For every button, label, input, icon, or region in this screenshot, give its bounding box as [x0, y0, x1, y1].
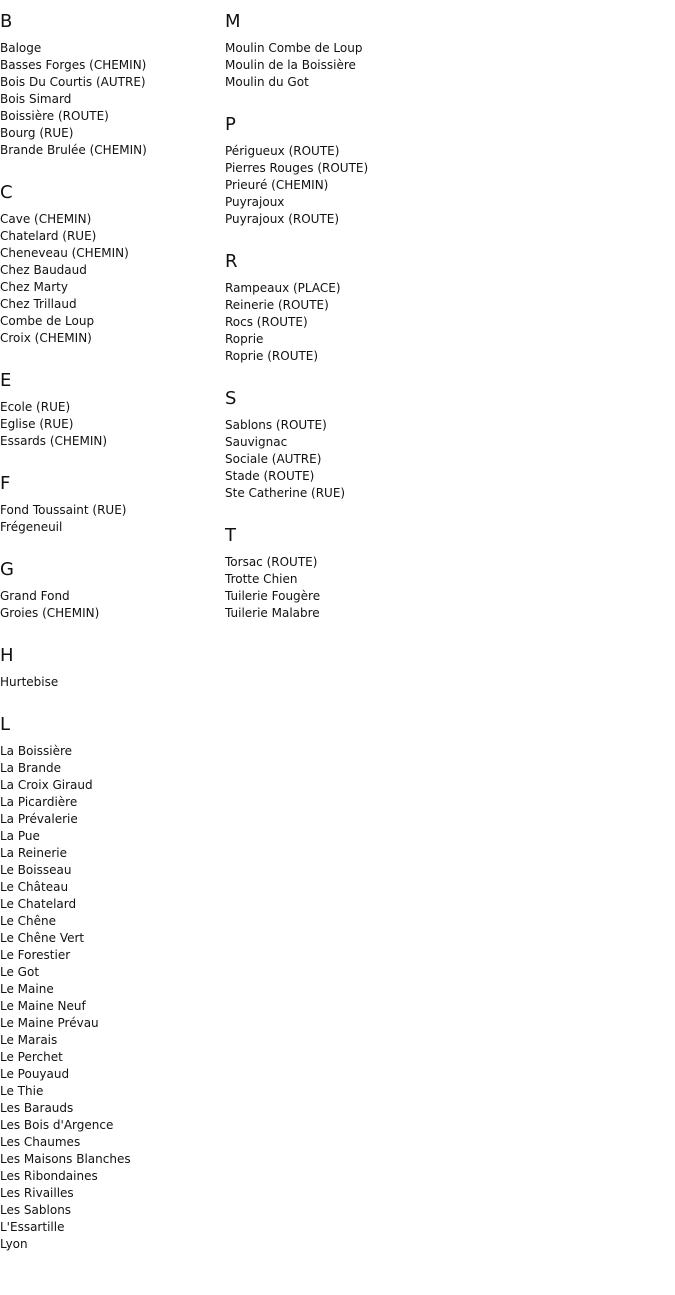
street-item-hurtebise[interactable]: Hurtebise [0, 675, 59, 689]
street-item-les-ribondaines[interactable]: Les Ribondaines [0, 1169, 98, 1183]
street-list [225, 417, 675, 502]
street-item-rocs-route[interactable]: Rocs (ROUTE) [225, 315, 308, 329]
letter-group-s [225, 387, 675, 502]
street-list [0, 399, 225, 450]
street-item-le-chene[interactable]: Le Chêne [0, 914, 57, 928]
street-item-moulin-de-la-boissiere[interactable]: Moulin de la Boissière [225, 58, 356, 72]
street-item-le-forestier[interactable]: Le Forestier [0, 948, 71, 962]
street-item-bois-simard[interactable]: Bois Simard [0, 92, 72, 106]
street-item-le-marais[interactable]: Le Marais [0, 1033, 58, 1047]
street-list [0, 674, 225, 691]
street-item-combe-de-loup[interactable]: Combe de Loup [0, 314, 95, 328]
street-item-chez-trillaud[interactable]: Chez Trillaud [0, 297, 77, 311]
street-list [0, 588, 225, 622]
street-item-chez-marty[interactable]: Chez Marty [0, 280, 68, 294]
street-item-roprie[interactable]: Roprie [225, 332, 264, 346]
letter-heading: E [0, 370, 12, 391]
street-item-ste-catherine-rue[interactable]: Ste Catherine (RUE) [225, 486, 346, 500]
letter-group-c [0, 181, 225, 347]
street-item-cave-chemin[interactable]: Cave (CHEMIN) [0, 212, 92, 226]
street-item-baloge[interactable]: Baloge [0, 41, 42, 55]
street-item-prieure-chemin[interactable]: Prieuré (CHEMIN) [225, 178, 329, 192]
street-item-l-essartille[interactable]: L'Essartille [0, 1220, 65, 1234]
street-list [225, 554, 675, 622]
street-item-cheneveau-chemin[interactable]: Cheneveau (CHEMIN) [0, 246, 129, 260]
street-item-moulin-combe-de-loup[interactable]: Moulin Combe de Loup [225, 41, 363, 55]
letter-heading: T [225, 525, 236, 546]
street-item-les-chaumes[interactable]: Les Chaumes [0, 1135, 81, 1149]
street-item-bourg-rue[interactable]: Bourg (RUE) [0, 126, 74, 140]
street-item-le-chatelard[interactable]: Le Chatelard [0, 897, 77, 911]
street-item-essards-chemin[interactable]: Essards (CHEMIN) [0, 434, 108, 448]
street-item-ecole-rue[interactable]: Ecole (RUE) [0, 400, 71, 414]
street-item-la-croix-giraud[interactable]: La Croix Giraud [0, 778, 93, 792]
street-item-le-got[interactable]: Le Got [0, 965, 40, 979]
street-item-torsac-route[interactable]: Torsac (ROUTE) [225, 555, 318, 569]
street-item-croix-chemin[interactable]: Croix (CHEMIN) [0, 331, 92, 345]
letter-heading: M [225, 11, 241, 32]
street-item-grand-fond[interactable]: Grand Fond [0, 589, 70, 603]
street-item-puyrajoux[interactable]: Puyrajoux [225, 195, 285, 209]
street-item-sociale-autre[interactable]: Sociale (AUTRE) [225, 452, 322, 466]
street-item-le-chene-vert[interactable]: Le Chêne Vert [0, 931, 85, 945]
letter-group-m [225, 10, 675, 91]
street-item-le-pouyaud[interactable]: Le Pouyaud [0, 1067, 70, 1081]
street-item-groies-chemin[interactable]: Groies (CHEMIN) [0, 606, 100, 620]
street-item-chez-baudaud[interactable]: Chez Baudaud [0, 263, 87, 277]
street-item-bois-du-courtis-autre[interactable]: Bois Du Courtis (AUTRE) [0, 75, 146, 89]
letter-group-r [225, 250, 675, 365]
letter-group-b [0, 10, 225, 159]
street-item-les-sablons[interactable]: Les Sablons [0, 1203, 72, 1217]
street-item-trotte-chien[interactable]: Trotte Chien [225, 572, 298, 586]
letter-group-p [225, 113, 675, 228]
letter-heading: S [225, 388, 237, 409]
street-item-la-reinerie[interactable]: La Reinerie [0, 846, 68, 860]
letter-group-t [225, 524, 675, 622]
letter-heading: C [0, 182, 13, 203]
street-index-right-column [225, 0, 675, 644]
street-item-brande-brulee-chemin[interactable]: Brande Brulée (CHEMIN) [0, 143, 147, 157]
street-item-le-boisseau[interactable]: Le Boisseau [0, 863, 72, 877]
letter-group-f [0, 472, 225, 536]
street-list [225, 40, 675, 91]
street-item-le-maine-prevau[interactable]: Le Maine Prévau [0, 1016, 99, 1030]
street-item-lyon[interactable]: Lyon [0, 1237, 28, 1251]
street-item-perigueux-route[interactable]: Périgueux (ROUTE) [225, 144, 340, 158]
letter-heading: P [225, 114, 236, 135]
street-item-rampeaux-place[interactable]: Rampeaux (PLACE) [225, 281, 341, 295]
street-item-fond-toussaint-rue[interactable]: Fond Toussaint (RUE) [0, 503, 127, 517]
street-item-les-maisons-blanches[interactable]: Les Maisons Blanches [0, 1152, 131, 1166]
street-item-puyrajoux-route[interactable]: Puyrajoux (ROUTE) [225, 212, 340, 226]
street-item-reinerie-route[interactable]: Reinerie (ROUTE) [225, 298, 329, 312]
street-item-moulin-du-got[interactable]: Moulin du Got [225, 75, 309, 89]
street-item-le-perchet[interactable]: Le Perchet [0, 1050, 63, 1064]
street-list [0, 743, 225, 1253]
letter-heading: H [0, 645, 14, 666]
letter-heading: F [0, 473, 11, 494]
street-item-la-brande[interactable]: La Brande [0, 761, 61, 775]
street-item-stade-route[interactable]: Stade (ROUTE) [225, 469, 315, 483]
street-list [225, 143, 675, 228]
street-list [0, 211, 225, 347]
street-item-la-prevalerie[interactable]: La Prévalerie [0, 812, 78, 826]
street-list [0, 40, 225, 159]
street-item-les-bois-d-argence[interactable]: Les Bois d'Argence [0, 1118, 114, 1132]
street-item-le-maine-neuf[interactable]: Le Maine Neuf [0, 999, 86, 1013]
letter-group-h [0, 644, 225, 691]
street-item-les-barauds[interactable]: Les Barauds [0, 1101, 74, 1115]
street-index-left-column [0, 0, 225, 1275]
letter-group-l [0, 713, 225, 1253]
street-item-le-maine[interactable]: Le Maine [0, 982, 54, 996]
street-item-tuilerie-malabre[interactable]: Tuilerie Malabre [225, 606, 320, 620]
street-item-roprie-route[interactable]: Roprie (ROUTE) [225, 349, 319, 363]
street-item-la-picardiere[interactable]: La Picardière [0, 795, 78, 809]
street-item-basses-forges-chemin[interactable]: Basses Forges (CHEMIN) [0, 58, 147, 72]
street-item-la-pue[interactable]: La Pue [0, 829, 40, 843]
street-item-sablons-route[interactable]: Sablons (ROUTE) [225, 418, 327, 432]
street-item-eglise-rue[interactable]: Eglise (RUE) [0, 417, 74, 431]
letter-heading: G [0, 559, 14, 580]
letter-heading: R [225, 251, 238, 272]
street-list [0, 502, 225, 536]
street-list [225, 280, 675, 365]
street-item-tuilerie-fougere[interactable]: Tuilerie Fougère [225, 589, 321, 603]
letter-group-e [0, 369, 225, 450]
street-item-la-boissiere[interactable]: La Boissière [0, 744, 73, 758]
letter-heading: B [0, 11, 13, 32]
street-item-pierres-rouges-route[interactable]: Pierres Rouges (ROUTE) [225, 161, 369, 175]
street-item-chatelard-rue[interactable]: Chatelard (RUE) [0, 229, 97, 243]
street-item-fregeneuil[interactable]: Frégeneuil [0, 520, 63, 534]
letter-group-g [0, 558, 225, 622]
street-item-le-chateau[interactable]: Le Château [0, 880, 69, 894]
street-item-boissiere-route[interactable]: Boissière (ROUTE) [0, 109, 109, 123]
street-item-le-thie[interactable]: Le Thie [0, 1084, 44, 1098]
street-item-sauvignac[interactable]: Sauvignac [225, 435, 288, 449]
letter-heading: L [0, 714, 11, 735]
street-item-les-rivailles[interactable]: Les Rivailles [0, 1186, 74, 1200]
